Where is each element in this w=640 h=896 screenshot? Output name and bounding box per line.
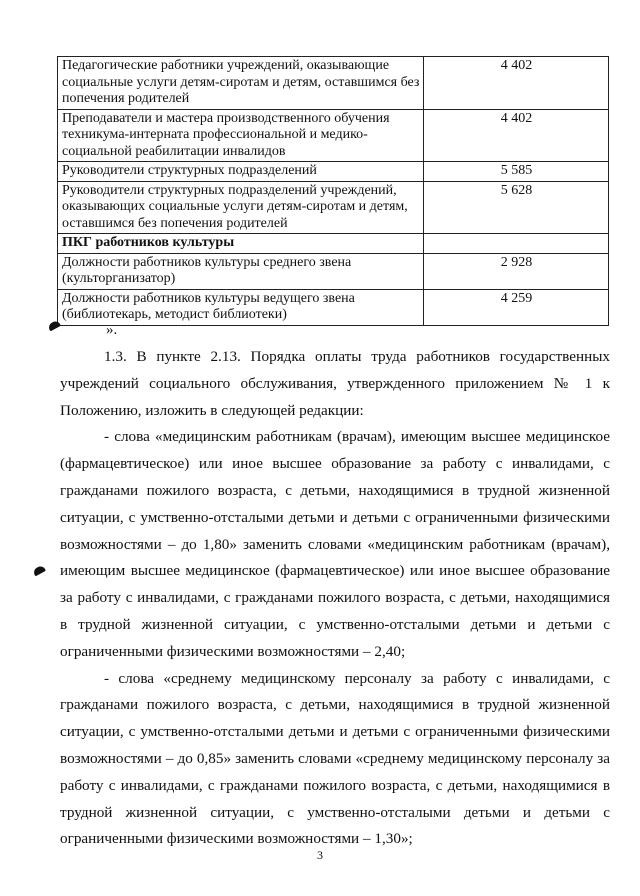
page-number: 3 bbox=[317, 848, 323, 862]
position-cell: Должности работников культуры среднего звена (культорганизатор) bbox=[58, 253, 424, 289]
salary-value-cell: 4 402 bbox=[424, 57, 609, 110]
position-cell: Преподаватели и мастера производственного обучения техникума-интерната профессиональной и медико-социальной реабилитации инвалидов bbox=[58, 109, 424, 162]
position-cell: Руководители структурных подразделений учреждений, оказывающих социальные услуги детям-сиротам и детям, оставшимся без попечения родителей bbox=[58, 181, 424, 234]
table-row bbox=[58, 253, 609, 289]
amendment-text bbox=[60, 344, 610, 853]
table-row bbox=[58, 162, 609, 182]
position-cell: Педагогические работники учреждений, оказывающие социальные услуги детям-сиротам и детям, оставшимся без попечения родителей bbox=[58, 57, 424, 110]
salary-table-body bbox=[58, 57, 609, 326]
salary-value-cell: 5 628 bbox=[424, 181, 609, 234]
table-row bbox=[58, 109, 609, 162]
table-row bbox=[58, 181, 609, 234]
paragraph: - слова «медицинским работникам (врачам), имеющим высшее медицинское (фармацевтическое) или иное высшее образование за работу с инвалидами, с гражданами пожилого возраста, с детьми, находящимися в трудной жизненной ситуации, с умственно-отсталыми детьми и детьми с ограниченными физическими возможностями – до 1,80» заменить словами «медицинским работникам (врачам), имеющим высшее медицинское (фармацевтическое) или иное высшее образование за работу с инвалидами, с гражданами пожилого возраста, с детьми, находящимися в трудной жизненной ситуации, с умственно-отсталыми детьми и детьми с ограниченными физическими возможностями – 2,40; bbox=[60, 428, 610, 660]
closing-quote: ». bbox=[106, 322, 118, 338]
salary-value-cell: 4 402 bbox=[424, 109, 609, 162]
salary-table bbox=[57, 56, 609, 326]
salary-value-cell: 5 585 bbox=[424, 162, 609, 182]
table-row bbox=[58, 57, 609, 110]
position-cell: Руководители структурных подразделений bbox=[58, 162, 424, 182]
salary-value-cell: 4 259 bbox=[424, 289, 609, 325]
position-cell: Должности работников культуры ведущего звена (библиотекарь, методист библиотеки) bbox=[58, 289, 424, 325]
punch-hole-mark bbox=[32, 565, 46, 577]
paragraph: - слова «среднему медицинскому персоналу за работу с инвалидами, с гражданами пожилого возраста, с детьми, находящимися в трудной жизненной ситуации, с умственно-отсталыми детьми и детьми с ограниченными физическими возможностями – до 0,85» заменить словами «среднему медицинскому персоналу за работу с инвалидами, с гражданами пожилого возраста, с детьми, находящимися в трудной жизненной ситуации, с умственно-отсталыми детьми и детьми с ограниченными физическими возможностями – 1,30»; bbox=[60, 669, 610, 848]
position-cell: ПКГ работников культуры bbox=[58, 234, 424, 254]
table-row bbox=[58, 234, 609, 254]
table-row bbox=[58, 289, 609, 325]
paragraph: 1.3. В пункте 2.13. Порядка оплаты труда работников государственных учреждений социального обслуживания, утвержденного приложением № 1 к Положению, изложить в следующей редакции: bbox=[60, 348, 610, 419]
salary-value-cell bbox=[424, 234, 609, 254]
salary-value-cell: 2 928 bbox=[424, 253, 609, 289]
